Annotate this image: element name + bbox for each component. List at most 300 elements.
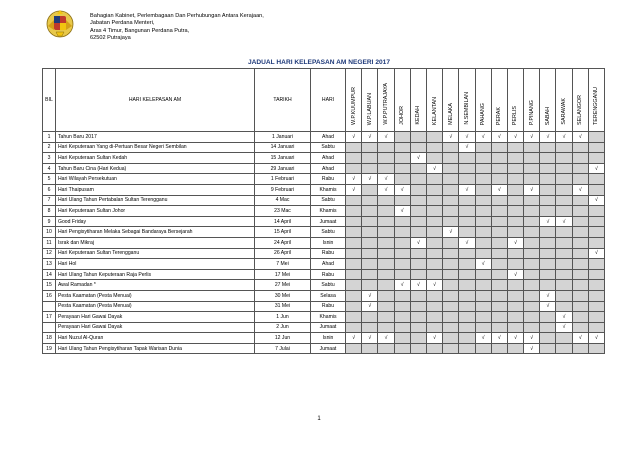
state-cell <box>588 312 604 323</box>
page-title: JADUAL HARI KELEPASAN AM NEGERI 2017 <box>247 59 391 66</box>
day-cell: Ahad <box>311 153 346 164</box>
date-cell: 2 Jun <box>255 322 311 333</box>
state-cell <box>588 142 604 153</box>
state-cell <box>362 312 378 323</box>
checkmark-cell: √ <box>410 153 426 164</box>
checkmark-cell: √ <box>524 333 540 344</box>
state-cell <box>362 259 378 270</box>
header-holiday: HARI KELEPASAN AM <box>56 69 255 132</box>
state-cell <box>378 195 394 206</box>
state-label: P.PINANG <box>528 99 535 125</box>
state-cell <box>362 163 378 174</box>
state-cell <box>346 216 362 227</box>
date-cell: 15 April <box>255 227 311 238</box>
state-cell <box>346 290 362 301</box>
state-cell <box>491 290 507 301</box>
state-cell <box>459 227 475 238</box>
checkmark-cell: √ <box>507 237 523 248</box>
date-cell: 14 April <box>255 216 311 227</box>
state-cell <box>378 343 394 354</box>
checkmark-cell: √ <box>556 132 572 143</box>
state-label: MELAKA <box>447 103 454 125</box>
state-cell <box>443 248 459 259</box>
date-cell: 26 April <box>255 248 311 259</box>
day-cell: Isnin <box>311 333 346 344</box>
day-cell: Ahad <box>311 163 346 174</box>
state-cell <box>556 142 572 153</box>
bil-cell <box>43 301 56 312</box>
state-cell <box>524 280 540 291</box>
state-cell <box>540 280 556 291</box>
header-line: Jabatan Perdana Menteri, <box>90 20 155 27</box>
checkmark-cell: √ <box>346 184 362 195</box>
state-cell <box>475 280 491 291</box>
state-cell <box>394 248 410 259</box>
state-cell <box>394 216 410 227</box>
state-cell <box>459 280 475 291</box>
state-cell <box>362 216 378 227</box>
state-label: KELANTAN <box>431 96 438 125</box>
holiday-name-cell: Perayaan Hari Gawai Dayak <box>56 322 255 333</box>
state-cell <box>426 343 442 354</box>
state-cell <box>588 290 604 301</box>
state-cell <box>346 312 362 323</box>
checkmark-cell: √ <box>540 290 556 301</box>
day-cell: Jumaat <box>311 322 346 333</box>
state-cell <box>346 259 362 270</box>
state-cell <box>410 248 426 259</box>
holiday-name-cell: Awal Ramadan * <box>56 280 255 291</box>
state-cell <box>426 301 442 312</box>
state-cell <box>572 142 588 153</box>
table-row <box>43 227 605 238</box>
state-cell <box>426 195 442 206</box>
state-cell <box>572 280 588 291</box>
state-cell <box>362 269 378 280</box>
header-state <box>459 69 475 132</box>
state-cell <box>556 206 572 217</box>
day-cell: Khamis <box>311 312 346 323</box>
state-cell <box>426 174 442 185</box>
state-cell <box>394 312 410 323</box>
state-cell <box>507 206 523 217</box>
state-cell <box>378 227 394 238</box>
state-cell <box>475 290 491 301</box>
state-cell <box>556 259 572 270</box>
state-cell <box>524 153 540 164</box>
day-cell: Rabu <box>311 301 346 312</box>
state-cell <box>556 174 572 185</box>
state-cell <box>459 322 475 333</box>
state-cell <box>410 259 426 270</box>
state-cell <box>394 163 410 174</box>
holiday-name-cell: Hari Wilayah Persekutuan <box>56 174 255 185</box>
date-cell: 1 Januari <box>255 132 311 143</box>
date-cell: 12 Jun <box>255 333 311 344</box>
state-cell <box>524 206 540 217</box>
coat-of-arms-logo <box>44 8 76 40</box>
checkmark-cell: √ <box>443 227 459 238</box>
state-cell <box>572 237 588 248</box>
state-cell <box>346 142 362 153</box>
state-cell <box>588 216 604 227</box>
state-cell <box>507 290 523 301</box>
state-label: TERENGGANU <box>593 86 600 125</box>
header-state <box>588 69 604 132</box>
checkmark-cell: √ <box>507 333 523 344</box>
state-cell <box>378 312 394 323</box>
state-label: W.P.PUTRAJAYA <box>382 83 389 125</box>
checkmark-cell: √ <box>572 132 588 143</box>
state-cell <box>394 195 410 206</box>
state-label: W.P.LABUAN <box>366 92 373 125</box>
state-cell <box>443 259 459 270</box>
state-cell <box>410 269 426 280</box>
state-cell <box>507 142 523 153</box>
state-cell <box>459 312 475 323</box>
state-cell <box>378 142 394 153</box>
header-state <box>362 69 378 132</box>
bil-cell: 5 <box>43 174 56 185</box>
state-cell <box>524 237 540 248</box>
table-row <box>43 132 605 143</box>
state-cell <box>394 132 410 143</box>
holiday-name-cell: Hari Thaipusam <box>56 184 255 195</box>
state-cell <box>540 227 556 238</box>
state-cell <box>588 343 604 354</box>
state-cell <box>394 343 410 354</box>
state-cell <box>491 142 507 153</box>
state-cell <box>556 248 572 259</box>
state-cell <box>540 237 556 248</box>
date-cell: 30 Mei <box>255 290 311 301</box>
state-cell <box>362 195 378 206</box>
state-cell <box>346 280 362 291</box>
table-row <box>43 343 605 354</box>
state-cell <box>394 142 410 153</box>
state-cell <box>459 301 475 312</box>
checkmark-cell: √ <box>475 259 491 270</box>
state-cell <box>588 301 604 312</box>
state-cell <box>443 153 459 164</box>
state-cell <box>378 216 394 227</box>
state-cell <box>410 343 426 354</box>
state-cell <box>443 280 459 291</box>
state-cell <box>378 206 394 217</box>
bil-cell: 14 <box>43 269 56 280</box>
holiday-name-cell: Tahun Baru Cina (Hari Kedua) <box>56 163 255 174</box>
checkmark-cell: √ <box>524 343 540 354</box>
state-cell <box>362 227 378 238</box>
state-cell <box>491 322 507 333</box>
state-cell <box>346 301 362 312</box>
holiday-name-cell: Good Friday <box>56 216 255 227</box>
holiday-name-cell: Hari Ulang Tahun Keputeraan Raja Perlis <box>56 269 255 280</box>
state-cell <box>475 184 491 195</box>
state-cell <box>507 195 523 206</box>
day-cell: Ahad <box>311 132 346 143</box>
state-cell <box>410 322 426 333</box>
bil-cell: 13 <box>43 259 56 270</box>
state-cell <box>475 248 491 259</box>
state-cell <box>394 153 410 164</box>
state-cell <box>491 237 507 248</box>
state-cell <box>507 322 523 333</box>
state-cell <box>556 280 572 291</box>
state-cell <box>443 184 459 195</box>
state-cell <box>426 259 442 270</box>
checkmark-cell: √ <box>475 333 491 344</box>
date-cell: 7 Mei <box>255 259 311 270</box>
state-cell <box>346 227 362 238</box>
table-row <box>43 269 605 280</box>
state-cell <box>475 237 491 248</box>
holiday-name-cell: Perayaan Hari Gawai Dayak <box>56 312 255 323</box>
state-cell <box>556 195 572 206</box>
state-cell <box>524 269 540 280</box>
holiday-name-cell: Pesta Kaamatan (Pesta Menuai) <box>56 290 255 301</box>
checkmark-cell: √ <box>362 290 378 301</box>
state-cell <box>540 206 556 217</box>
bil-cell: 3 <box>43 153 56 164</box>
page-number: 1 <box>317 416 321 422</box>
checkmark-cell: √ <box>378 132 394 143</box>
table-row <box>43 280 605 291</box>
state-cell <box>378 301 394 312</box>
state-cell <box>394 322 410 333</box>
date-cell: 29 Januari <box>255 163 311 174</box>
header-state <box>491 69 507 132</box>
state-cell <box>426 237 442 248</box>
state-cell <box>443 290 459 301</box>
header-state <box>394 69 410 132</box>
state-cell <box>426 269 442 280</box>
state-cell <box>491 301 507 312</box>
state-cell <box>572 301 588 312</box>
state-cell <box>362 322 378 333</box>
state-cell <box>588 227 604 238</box>
state-cell <box>491 227 507 238</box>
header-address <box>90 13 264 43</box>
header-line: Aras 4 Timur, Bangunan Perdana Putra, <box>90 27 190 34</box>
state-cell <box>556 184 572 195</box>
state-cell <box>443 301 459 312</box>
state-cell <box>507 174 523 185</box>
state-cell <box>588 153 604 164</box>
bil-cell: 2 <box>43 142 56 153</box>
day-cell: Selasa <box>311 290 346 301</box>
header-bil: BIL <box>43 69 56 132</box>
day-cell: Rabu <box>311 248 346 259</box>
state-cell <box>426 248 442 259</box>
state-cell <box>459 174 475 185</box>
checkmark-cell: √ <box>588 248 604 259</box>
day-cell: Sabtu <box>311 195 346 206</box>
header-state <box>540 69 556 132</box>
checkmark-cell: √ <box>540 216 556 227</box>
bil-cell: 4 <box>43 163 56 174</box>
state-cell <box>426 184 442 195</box>
state-cell <box>378 153 394 164</box>
date-cell: 7 Julai <box>255 343 311 354</box>
checkmark-cell: √ <box>556 322 572 333</box>
holiday-name-cell: Israk dan Mikraj <box>56 237 255 248</box>
state-cell <box>507 153 523 164</box>
state-cell <box>507 301 523 312</box>
state-cell <box>346 237 362 248</box>
holiday-name-cell: Hari Nuzul Al-Quran <box>56 333 255 344</box>
checkmark-cell: √ <box>540 301 556 312</box>
checkmark-cell: √ <box>556 216 572 227</box>
state-cell <box>475 216 491 227</box>
state-cell <box>507 280 523 291</box>
header-state <box>556 69 572 132</box>
header-state <box>410 69 426 132</box>
state-cell <box>524 259 540 270</box>
checkmark-cell: √ <box>426 163 442 174</box>
state-cell <box>378 237 394 248</box>
state-cell <box>410 195 426 206</box>
holiday-name-cell: Hari Keputeraan Yang di-Pertuan Besar Negeri Sembilan <box>56 142 255 153</box>
checkmark-cell: √ <box>362 333 378 344</box>
state-cell <box>588 269 604 280</box>
header-state <box>443 69 459 132</box>
state-cell <box>491 153 507 164</box>
day-cell: Jumaat <box>311 216 346 227</box>
state-cell <box>410 142 426 153</box>
day-cell: Rabu <box>311 174 346 185</box>
state-cell <box>556 343 572 354</box>
state-cell <box>588 259 604 270</box>
state-cell <box>507 216 523 227</box>
state-cell <box>443 216 459 227</box>
bil-cell: 15 <box>43 280 56 291</box>
state-cell <box>475 174 491 185</box>
table-row <box>43 153 605 164</box>
state-cell <box>459 248 475 259</box>
state-cell <box>540 312 556 323</box>
state-cell <box>475 206 491 217</box>
state-cell <box>394 290 410 301</box>
state-cell <box>524 290 540 301</box>
state-cell <box>588 322 604 333</box>
checkmark-cell: √ <box>346 333 362 344</box>
state-label: PERAK <box>496 106 503 125</box>
holiday-name-cell: Hari Pengisytiharan Melaka Sebagai Bandaraya Bersejarah <box>56 227 255 238</box>
checkmark-cell: √ <box>378 184 394 195</box>
state-cell <box>394 174 410 185</box>
state-cell <box>378 322 394 333</box>
bil-cell: 6 <box>43 184 56 195</box>
state-cell <box>588 132 604 143</box>
table-header-row <box>43 69 605 132</box>
state-cell <box>491 216 507 227</box>
header-state <box>346 69 362 132</box>
bil-cell: 1 <box>43 132 56 143</box>
state-cell <box>410 132 426 143</box>
day-cell: Isnin <box>311 237 346 248</box>
state-cell <box>443 237 459 248</box>
state-cell <box>410 227 426 238</box>
state-cell <box>572 163 588 174</box>
header-line: Bahagian Kabinet, Perlembagaan Dan Perhubungan Antara Kerajaan, <box>90 13 264 19</box>
state-cell <box>459 290 475 301</box>
state-cell <box>362 237 378 248</box>
checkmark-cell: √ <box>507 269 523 280</box>
checkmark-cell: √ <box>426 280 442 291</box>
state-cell <box>507 163 523 174</box>
state-cell <box>572 153 588 164</box>
state-label: W.P.KUUMPUR <box>350 87 357 125</box>
checkmark-cell: √ <box>362 132 378 143</box>
header-day: HARI <box>311 69 346 132</box>
state-cell <box>443 333 459 344</box>
table-row <box>43 301 605 312</box>
checkmark-cell: √ <box>459 132 475 143</box>
state-cell <box>394 269 410 280</box>
state-cell <box>524 301 540 312</box>
holiday-name-cell: Tahun Baru 2017 <box>56 132 255 143</box>
state-cell <box>394 237 410 248</box>
checkmark-cell: √ <box>426 333 442 344</box>
state-cell <box>475 322 491 333</box>
holiday-name-cell: Pesta Kaamatan (Pesta Menuai) <box>56 301 255 312</box>
state-cell <box>475 163 491 174</box>
state-cell <box>540 343 556 354</box>
table-row <box>43 163 605 174</box>
state-cell <box>491 259 507 270</box>
checkmark-cell: √ <box>556 312 572 323</box>
table-row <box>43 195 605 206</box>
state-cell <box>491 280 507 291</box>
state-cell <box>378 163 394 174</box>
bil-cell: 18 <box>43 333 56 344</box>
state-cell <box>426 142 442 153</box>
date-cell: 27 Mei <box>255 280 311 291</box>
state-cell <box>362 142 378 153</box>
bil-cell: 17 <box>43 312 56 323</box>
state-cell <box>540 142 556 153</box>
state-cell <box>410 163 426 174</box>
state-cell <box>346 153 362 164</box>
checkmark-cell: √ <box>588 195 604 206</box>
state-cell <box>572 343 588 354</box>
state-cell <box>572 174 588 185</box>
holiday-name-cell: Hari Keputeraan Sultan Kedah <box>56 153 255 164</box>
day-cell: Khamis <box>311 206 346 217</box>
state-cell <box>378 290 394 301</box>
state-cell <box>540 195 556 206</box>
checkmark-cell: √ <box>588 163 604 174</box>
state-cell <box>443 343 459 354</box>
state-cell <box>524 227 540 238</box>
bil-cell: 8 <box>43 206 56 217</box>
day-cell: Rabu <box>311 269 346 280</box>
checkmark-cell: √ <box>378 333 394 344</box>
checkmark-cell: √ <box>540 132 556 143</box>
state-cell <box>410 206 426 217</box>
checkmark-cell: √ <box>491 333 507 344</box>
state-cell <box>540 248 556 259</box>
state-cell <box>507 259 523 270</box>
date-cell: 23 Mac <box>255 206 311 217</box>
holiday-name-cell: Hari Hol <box>56 259 255 270</box>
state-cell <box>394 227 410 238</box>
state-cell <box>410 333 426 344</box>
table-row <box>43 312 605 323</box>
checkmark-cell: √ <box>394 184 410 195</box>
state-cell <box>540 259 556 270</box>
